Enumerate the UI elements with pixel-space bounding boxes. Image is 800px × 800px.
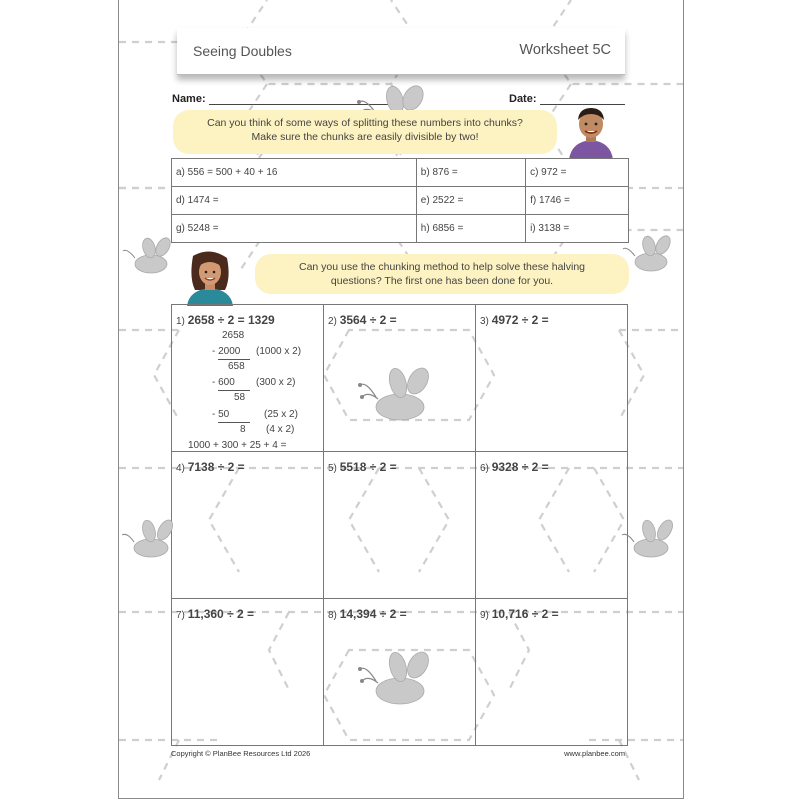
bee-icon (619, 518, 681, 564)
working-line: 1000 + 300 + 25 + 4 = (188, 440, 287, 451)
working-note: (25 x 2) (264, 409, 298, 420)
chunk-cell-c[interactable]: c) 972 = (526, 159, 629, 187)
question-cell-5[interactable] (324, 452, 476, 599)
chunk-cell-e[interactable]: e) 2522 = (416, 187, 525, 215)
worksheet-title: Seeing Doubles (193, 43, 292, 59)
worksheet-number: Worksheet 5C (519, 42, 611, 58)
question-cell-4[interactable] (172, 452, 324, 599)
subtraction-line (218, 390, 250, 391)
question-number: 6) (480, 463, 489, 474)
question-number: 5) (328, 463, 337, 474)
working-line: - 600 (212, 377, 235, 388)
copyright-text: Copyright © PlanBee Resources Ltd 2026 (171, 749, 311, 758)
working-note: (300 x 2) (256, 377, 296, 388)
chunk-cell-i[interactable]: i) 3138 = (526, 215, 629, 243)
question-label (480, 313, 549, 327)
working-line: - 50 (212, 409, 230, 420)
question-label (328, 313, 397, 327)
chunk-cell-a[interactable]: a) 556 = 500 + 40 + 16 (172, 159, 417, 187)
question-cell-1[interactable] (172, 305, 324, 452)
working-note: (1000 x 2) (256, 346, 302, 357)
question-label (176, 460, 245, 474)
working-line: 658 (228, 361, 245, 372)
subtraction-line (218, 359, 250, 360)
question-expression: 9328 ÷ 2 = (491, 460, 549, 474)
bee-icon (354, 649, 440, 715)
question-number: 2) (328, 316, 337, 327)
question-expression: 14,394 ÷ 2 = (339, 607, 407, 621)
question-cell-7[interactable] (172, 599, 324, 746)
question-number: 4) (176, 463, 185, 474)
chunk-table (171, 158, 629, 243)
working-line: 8 (240, 424, 246, 435)
subtraction-line (218, 422, 250, 423)
question-number: 8) (328, 610, 337, 621)
question-expression: 4972 ÷ 2 = (491, 313, 549, 327)
chunk-cell-b[interactable]: b) 876 = (416, 159, 525, 187)
boy-avatar (563, 104, 619, 160)
website-link[interactable]: www.planbee.com (564, 749, 625, 758)
halving-questions-table (171, 304, 628, 746)
name-label: Name: (172, 93, 206, 105)
question-expression: 3564 ÷ 2 = (339, 313, 397, 327)
question-number: 9) (480, 610, 489, 621)
question-label (176, 313, 275, 327)
question-cell-3[interactable] (476, 305, 628, 452)
prompt2-line1: Can you use the chunking method to help solve these halving (298, 261, 586, 273)
question-expression: 5518 ÷ 2 = (339, 460, 397, 474)
question-label (176, 607, 254, 621)
girl-avatar (181, 250, 239, 306)
bee-icon (119, 236, 179, 280)
working-line: 2658 (222, 330, 245, 341)
bee-icon (354, 365, 440, 431)
chunk-cell-h[interactable]: h) 6856 = (416, 215, 525, 243)
working-line: - 2000 (212, 346, 241, 357)
working-line: 58 (234, 392, 246, 403)
question-label (328, 460, 397, 474)
bee-icon (119, 518, 181, 564)
question-number: 7) (176, 610, 185, 621)
prompt2-line2: questions? The first one has been done for you. (330, 275, 554, 287)
prompt1-line2: Make sure the chunks are easily divisible by two! (251, 131, 479, 143)
question-label (480, 607, 559, 621)
question-cell-9[interactable] (476, 599, 628, 746)
question-expression: 11,360 ÷ 2 = (187, 607, 254, 621)
question-cell-6[interactable] (476, 452, 628, 599)
worksheet-page (118, 0, 684, 799)
question-number: 1) (176, 316, 185, 327)
question-expression: 2658 ÷ 2 = 1329 (187, 313, 275, 327)
question-expression: 7138 ÷ 2 = (187, 460, 245, 474)
question-cell-8[interactable] (324, 599, 476, 746)
chunk-cell-d[interactable]: d) 1474 = (172, 187, 417, 215)
working-note: (4 x 2) (266, 424, 295, 435)
prompt-bubble-1 (173, 110, 557, 154)
chunk-cell-g[interactable]: g) 5248 = (172, 215, 417, 243)
chunk-cell-f[interactable]: f) 1746 = (526, 187, 629, 215)
question-label (328, 607, 407, 621)
prompt1-line1: Can you think of some ways of splitting these numbers into chunks? (207, 117, 523, 129)
question-number: 3) (480, 316, 489, 327)
prompt-bubble-2 (255, 254, 629, 294)
date-label: Date: (509, 93, 537, 105)
question-label (480, 460, 549, 474)
question-cell-2[interactable] (324, 305, 476, 452)
question-expression: 10,716 ÷ 2 = (491, 607, 559, 621)
title-card (177, 28, 625, 75)
